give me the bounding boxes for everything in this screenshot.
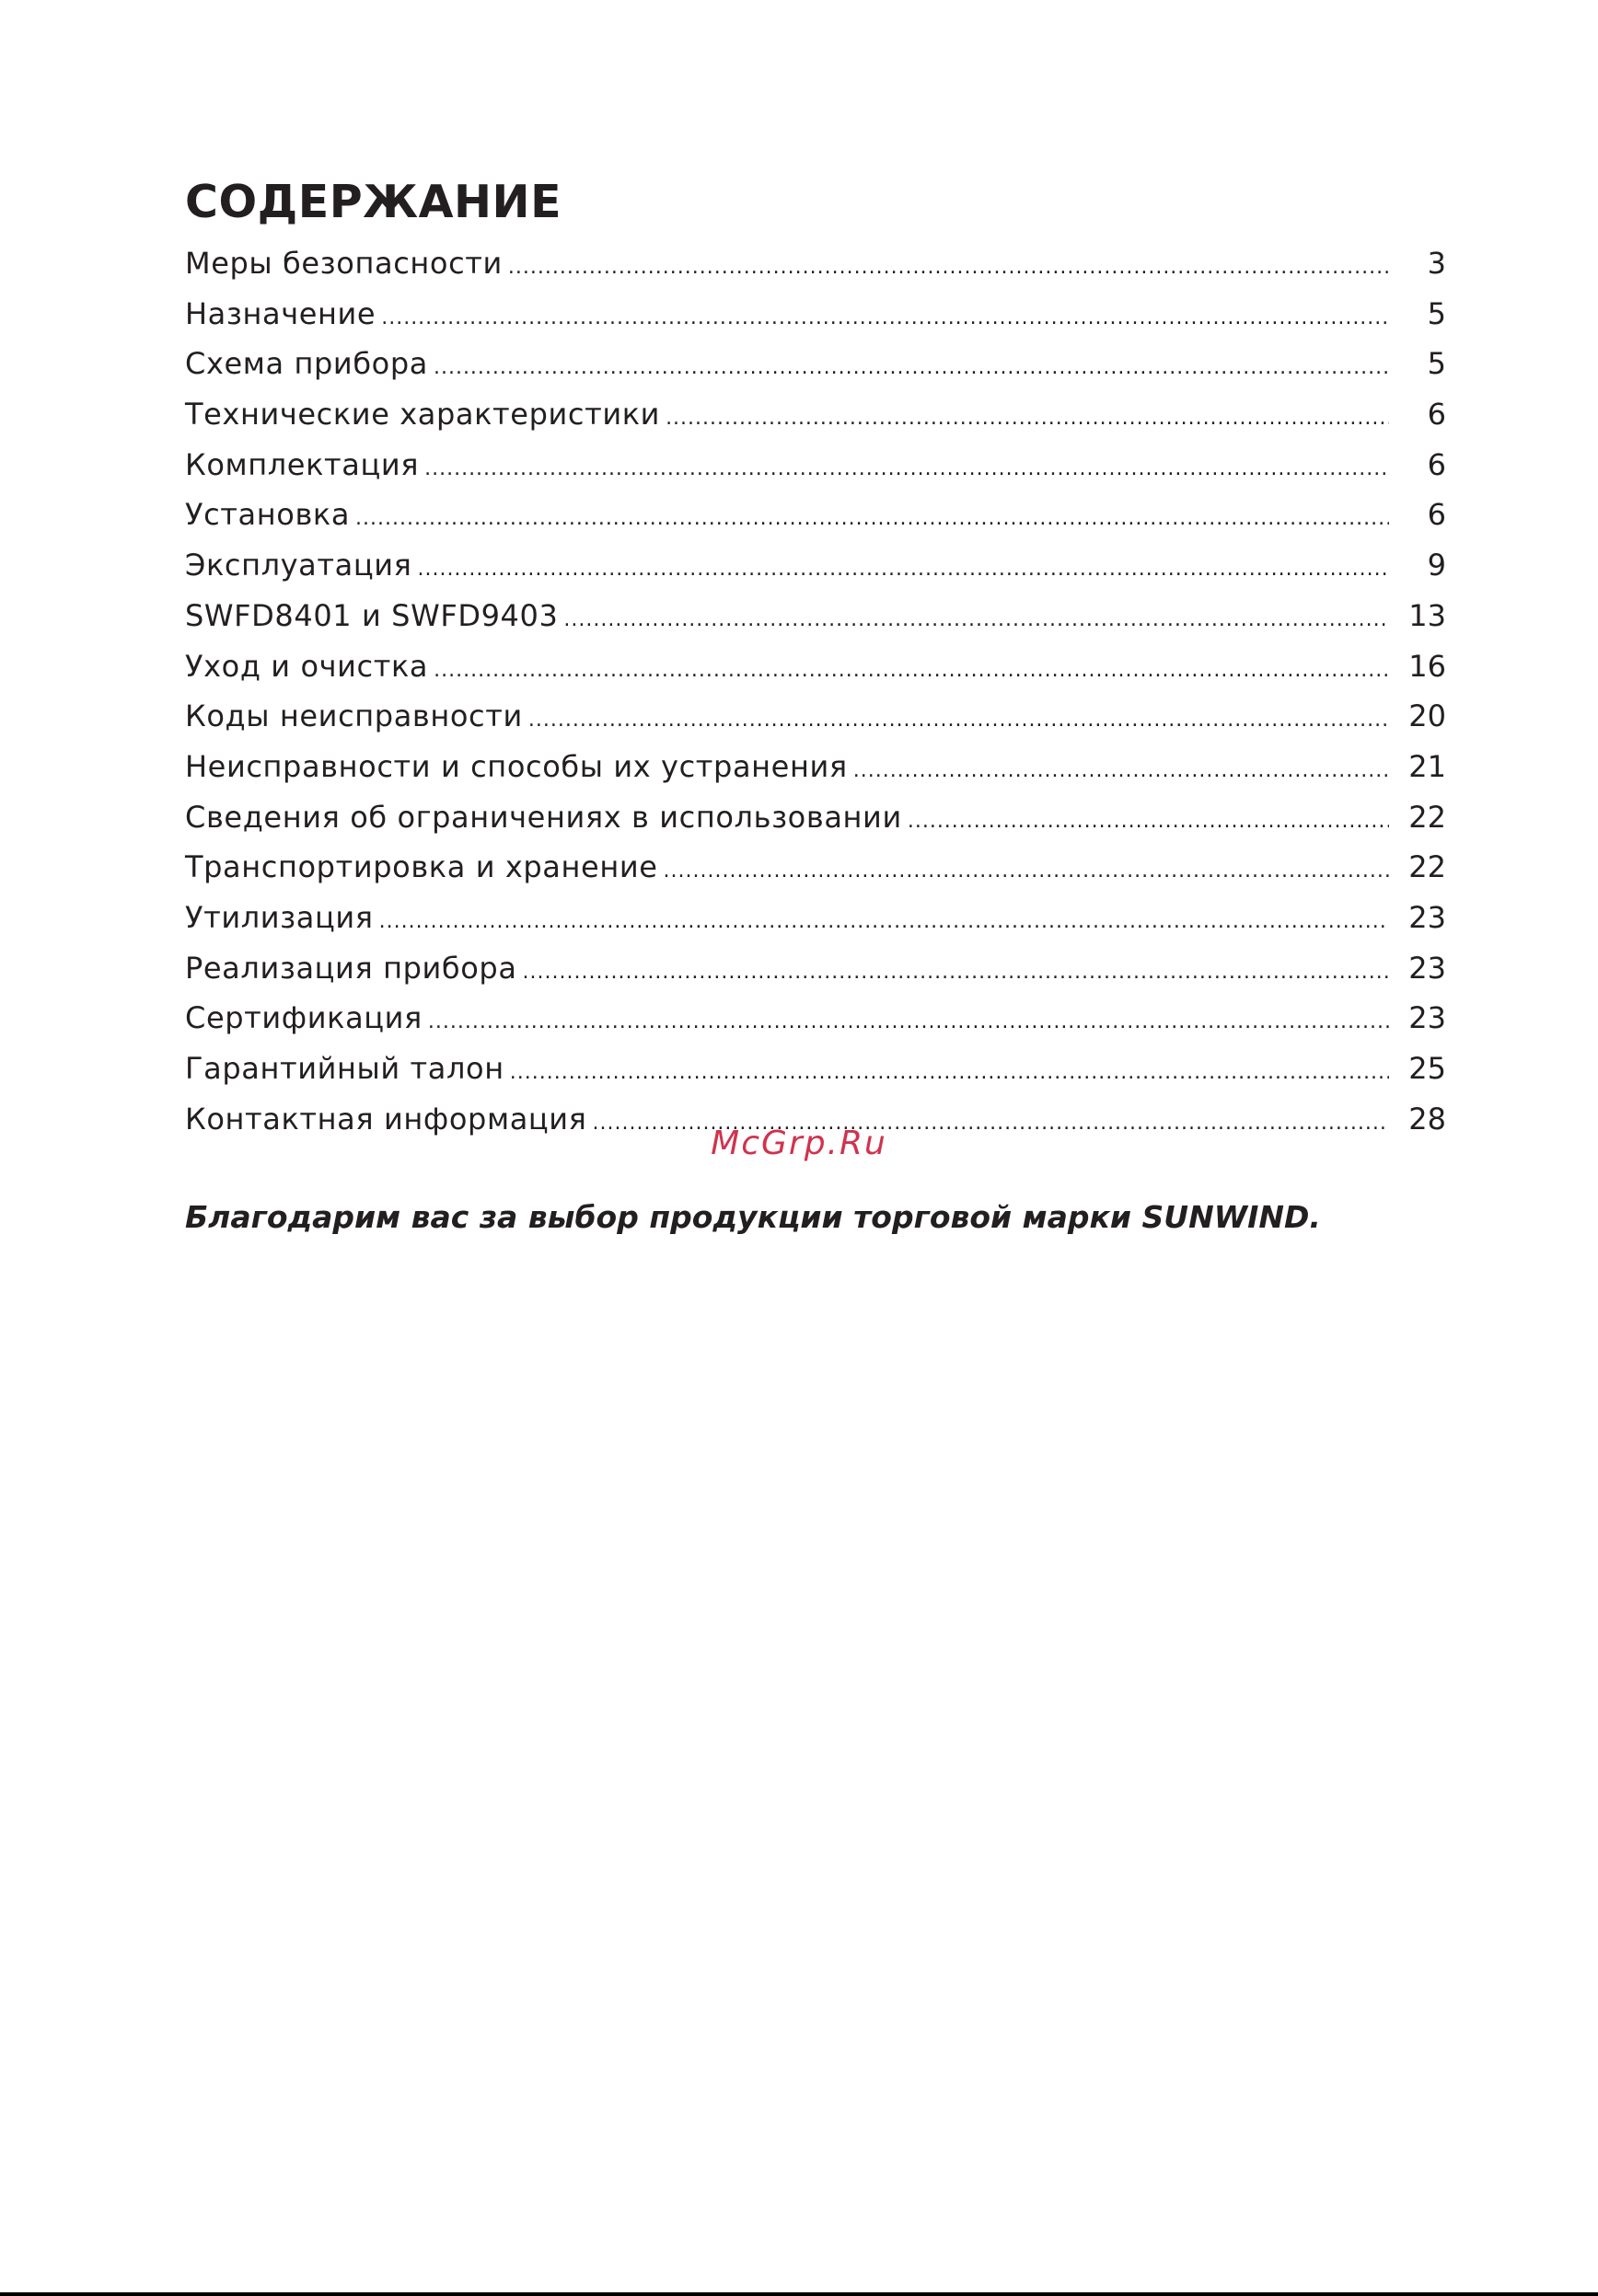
toc-entry-label: Назначение [185,295,376,331]
toc-entry[interactable] [185,845,1446,895]
toc-entry-page: 6 [1427,446,1446,482]
toc-entry[interactable] [185,996,1446,1046]
toc-entry-label: Комплектация [185,446,420,482]
toc-entry-page: 5 [1427,295,1446,331]
toc-entry-label: SWFD8401 и SWFD9403 [185,597,559,633]
toc-entry-page: 6 [1427,397,1446,433]
toc-leader-dots [563,598,1389,642]
toc-entry[interactable] [185,392,1446,443]
toc-entry-label: Сведения об ограничениях в использовании [185,799,902,835]
toc-entry[interactable] [185,341,1446,392]
toc-entry[interactable] [185,543,1446,594]
toc-entry[interactable] [185,644,1446,695]
toc-entry[interactable] [185,241,1446,292]
toc-entry[interactable] [185,895,1446,946]
toc-leader-dots [424,447,1389,491]
toc-leader-dots [434,346,1389,390]
toc-entry-page: 25 [1408,1051,1446,1086]
toc-entry-page: 21 [1408,748,1446,784]
toc-entry-label: Схема прибора [185,346,428,382]
toc-entry-page: 3 [1427,246,1446,281]
toc-entry[interactable] [185,795,1446,846]
toc-entry-label: Меры безопасности [185,246,503,281]
toc-entry[interactable] [185,443,1446,493]
bottom-border [0,2292,1598,2296]
toc-leader-dots [508,246,1389,290]
toc-entry-label: Реализация прибора [185,950,517,986]
toc-entry-label: Технические характеристики [185,397,661,433]
toc-entry[interactable] [185,292,1446,342]
toc-entry-page: 13 [1408,597,1446,633]
toc-entry-label: Установка [185,497,351,533]
toc-leader-dots [379,900,1389,944]
toc-entry-label: Неисправности и способы их устранения [185,748,848,784]
toc-entry-label: Коды неисправности [185,698,523,734]
toc-leader-dots [666,397,1389,441]
toc-leader-dots [434,649,1389,693]
toc-entry[interactable] [185,594,1446,644]
toc-entry-page: 28 [1408,1101,1446,1136]
toc-entry-page: 23 [1408,899,1446,935]
toc-entry-page: 20 [1408,698,1446,734]
toc-leader-dots [908,800,1389,844]
toc-leader-dots [528,698,1389,743]
toc-leader-dots [664,849,1389,894]
toc-entry-label: Эксплуатация [185,548,412,583]
toc-entry[interactable] [185,492,1446,543]
toc-entry-page: 6 [1427,497,1446,533]
toc-entry-page: 22 [1408,849,1446,885]
toc-entry-label: Утилизация [185,899,374,935]
toc-entry-label: Уход и очистка [185,648,429,684]
watermark: McGrp.Ru [711,1125,887,1162]
toc-entry-page: 23 [1408,1000,1446,1036]
toc-entry-page: 5 [1427,346,1446,382]
thank-you-note: Благодарим вас за выбор продукции торговой марки SUNWIND. [185,1199,1321,1235]
toc-entry-label: Сертификация [185,1000,423,1036]
toc-leader-dots [428,1000,1389,1044]
toc-entry-label: Контактная информация [185,1101,587,1136]
toc-leader-dots [510,1051,1389,1095]
toc-leader-dots [417,548,1389,592]
toc-entry[interactable] [185,694,1446,744]
toc-entry-page: 22 [1408,799,1446,835]
toc-leader-dots [853,749,1389,793]
toc-entry-label: Транспортировка и хранение [185,849,658,885]
toc-entry-label: Гарантийный талон [185,1051,504,1086]
toc-entry-page: 23 [1408,950,1446,986]
toc-entry-page: 16 [1408,648,1446,684]
toc-entry[interactable] [185,1046,1446,1097]
toc-leader-dots [381,296,1389,340]
toc-title: СОДЕРЖАНИЕ [185,176,562,228]
toc-entry[interactable] [185,946,1446,997]
toc-leader-dots [355,497,1389,541]
toc-list [185,241,1446,1147]
toc-entry-page: 9 [1427,548,1446,583]
toc-leader-dots [523,951,1389,995]
toc-entry[interactable] [185,744,1446,795]
